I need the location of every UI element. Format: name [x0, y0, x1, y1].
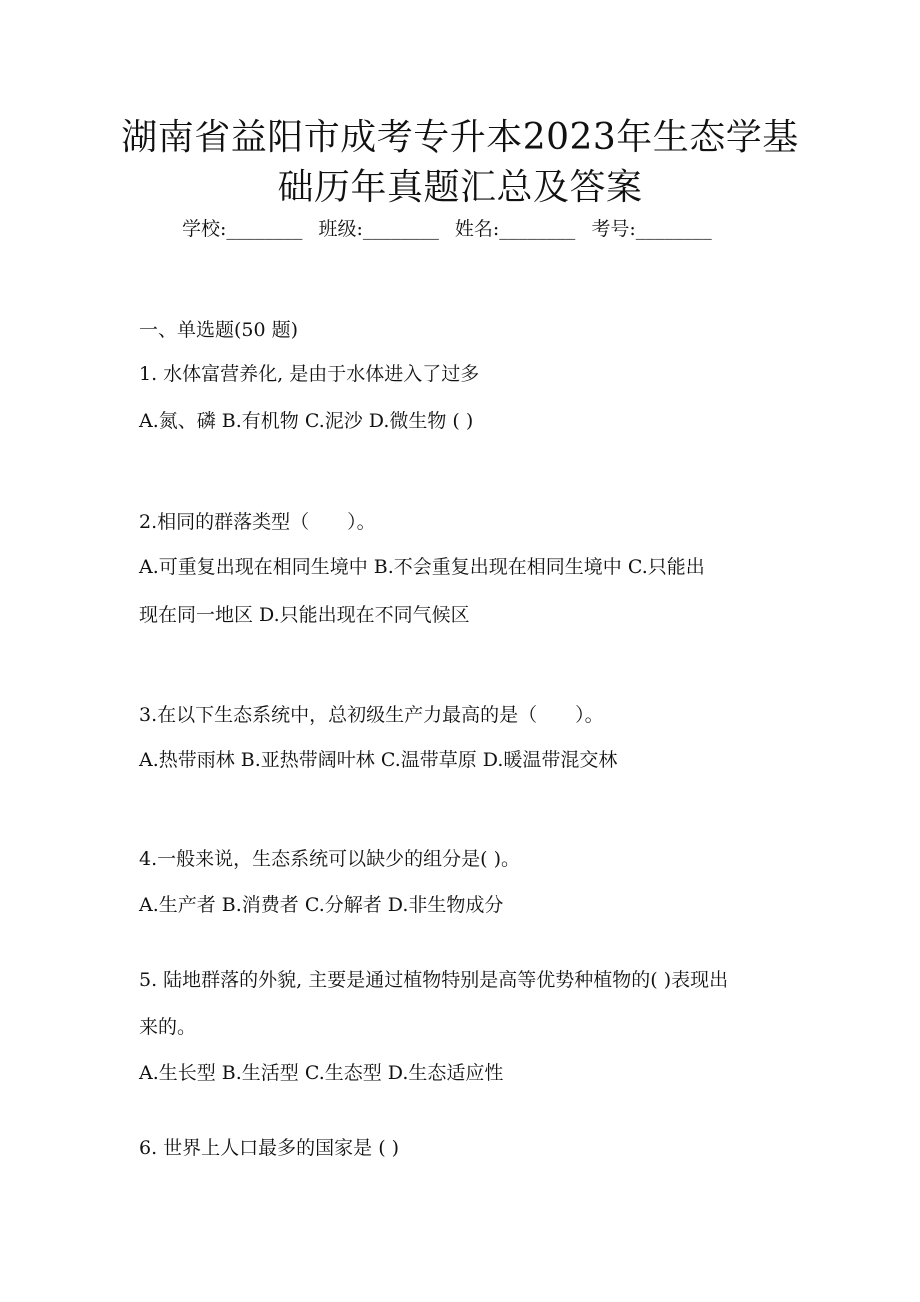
class-field: 班级:________	[318, 218, 439, 240]
section-heading: 一、单选题(50 题)	[139, 319, 299, 341]
question-3-options: A.热带雨林 B.亚热带阔叶林 C.温带草原 D.暖温带混交林	[139, 749, 618, 771]
question-1-options: A.氮、磷 B.有机物 C.泥沙 D.微生物 ( )	[139, 410, 474, 432]
question-5-stem-line-1: 5. 陆地群落的外貌, 主要是通过植物特别是高等优势种植物的( )表现出	[139, 969, 729, 991]
question-5-options: A.生长型 B.生活型 C.生态型 D.生态适应性	[139, 1062, 504, 1084]
question-2-options-line-1: A.可重复出现在相同生境中 B.不会重复出现在相同生境中 C.只能出	[139, 556, 705, 578]
exam-number-field: 考号:________	[591, 218, 712, 240]
question-5-stem-line-2: 来的。	[139, 1016, 197, 1038]
student-info-row	[182, 216, 722, 242]
question-4-stem: 4.一般来说，生态系统可以缺少的组分是( )。	[139, 848, 520, 870]
school-field: 学校:________	[182, 218, 303, 240]
question-4-options: A.生产者 B.消费者 C.分解者 D.非生物成分	[139, 894, 504, 916]
question-2-stem: 2.相同的群落类型（ ）。	[139, 511, 376, 533]
name-field: 姓名:________	[454, 218, 576, 240]
question-3-stem: 3.在以下生态系统中，总初级生产力最高的是（ ）。	[139, 704, 604, 726]
document-title-line-2: 础历年真题汇总及答案	[277, 167, 643, 208]
question-2-options-line-2: 现在同一地区 D.只能出现在不同气候区	[139, 604, 470, 626]
question-1-stem: 1. 水体富营养化, 是由于水体进入了过多	[139, 363, 480, 385]
document-title-line-1: 湖南省益阳市成考专升本2023年生态学基	[121, 117, 799, 158]
question-6-stem: 6. 世界上人口最多的国家是 ( )	[139, 1137, 400, 1159]
